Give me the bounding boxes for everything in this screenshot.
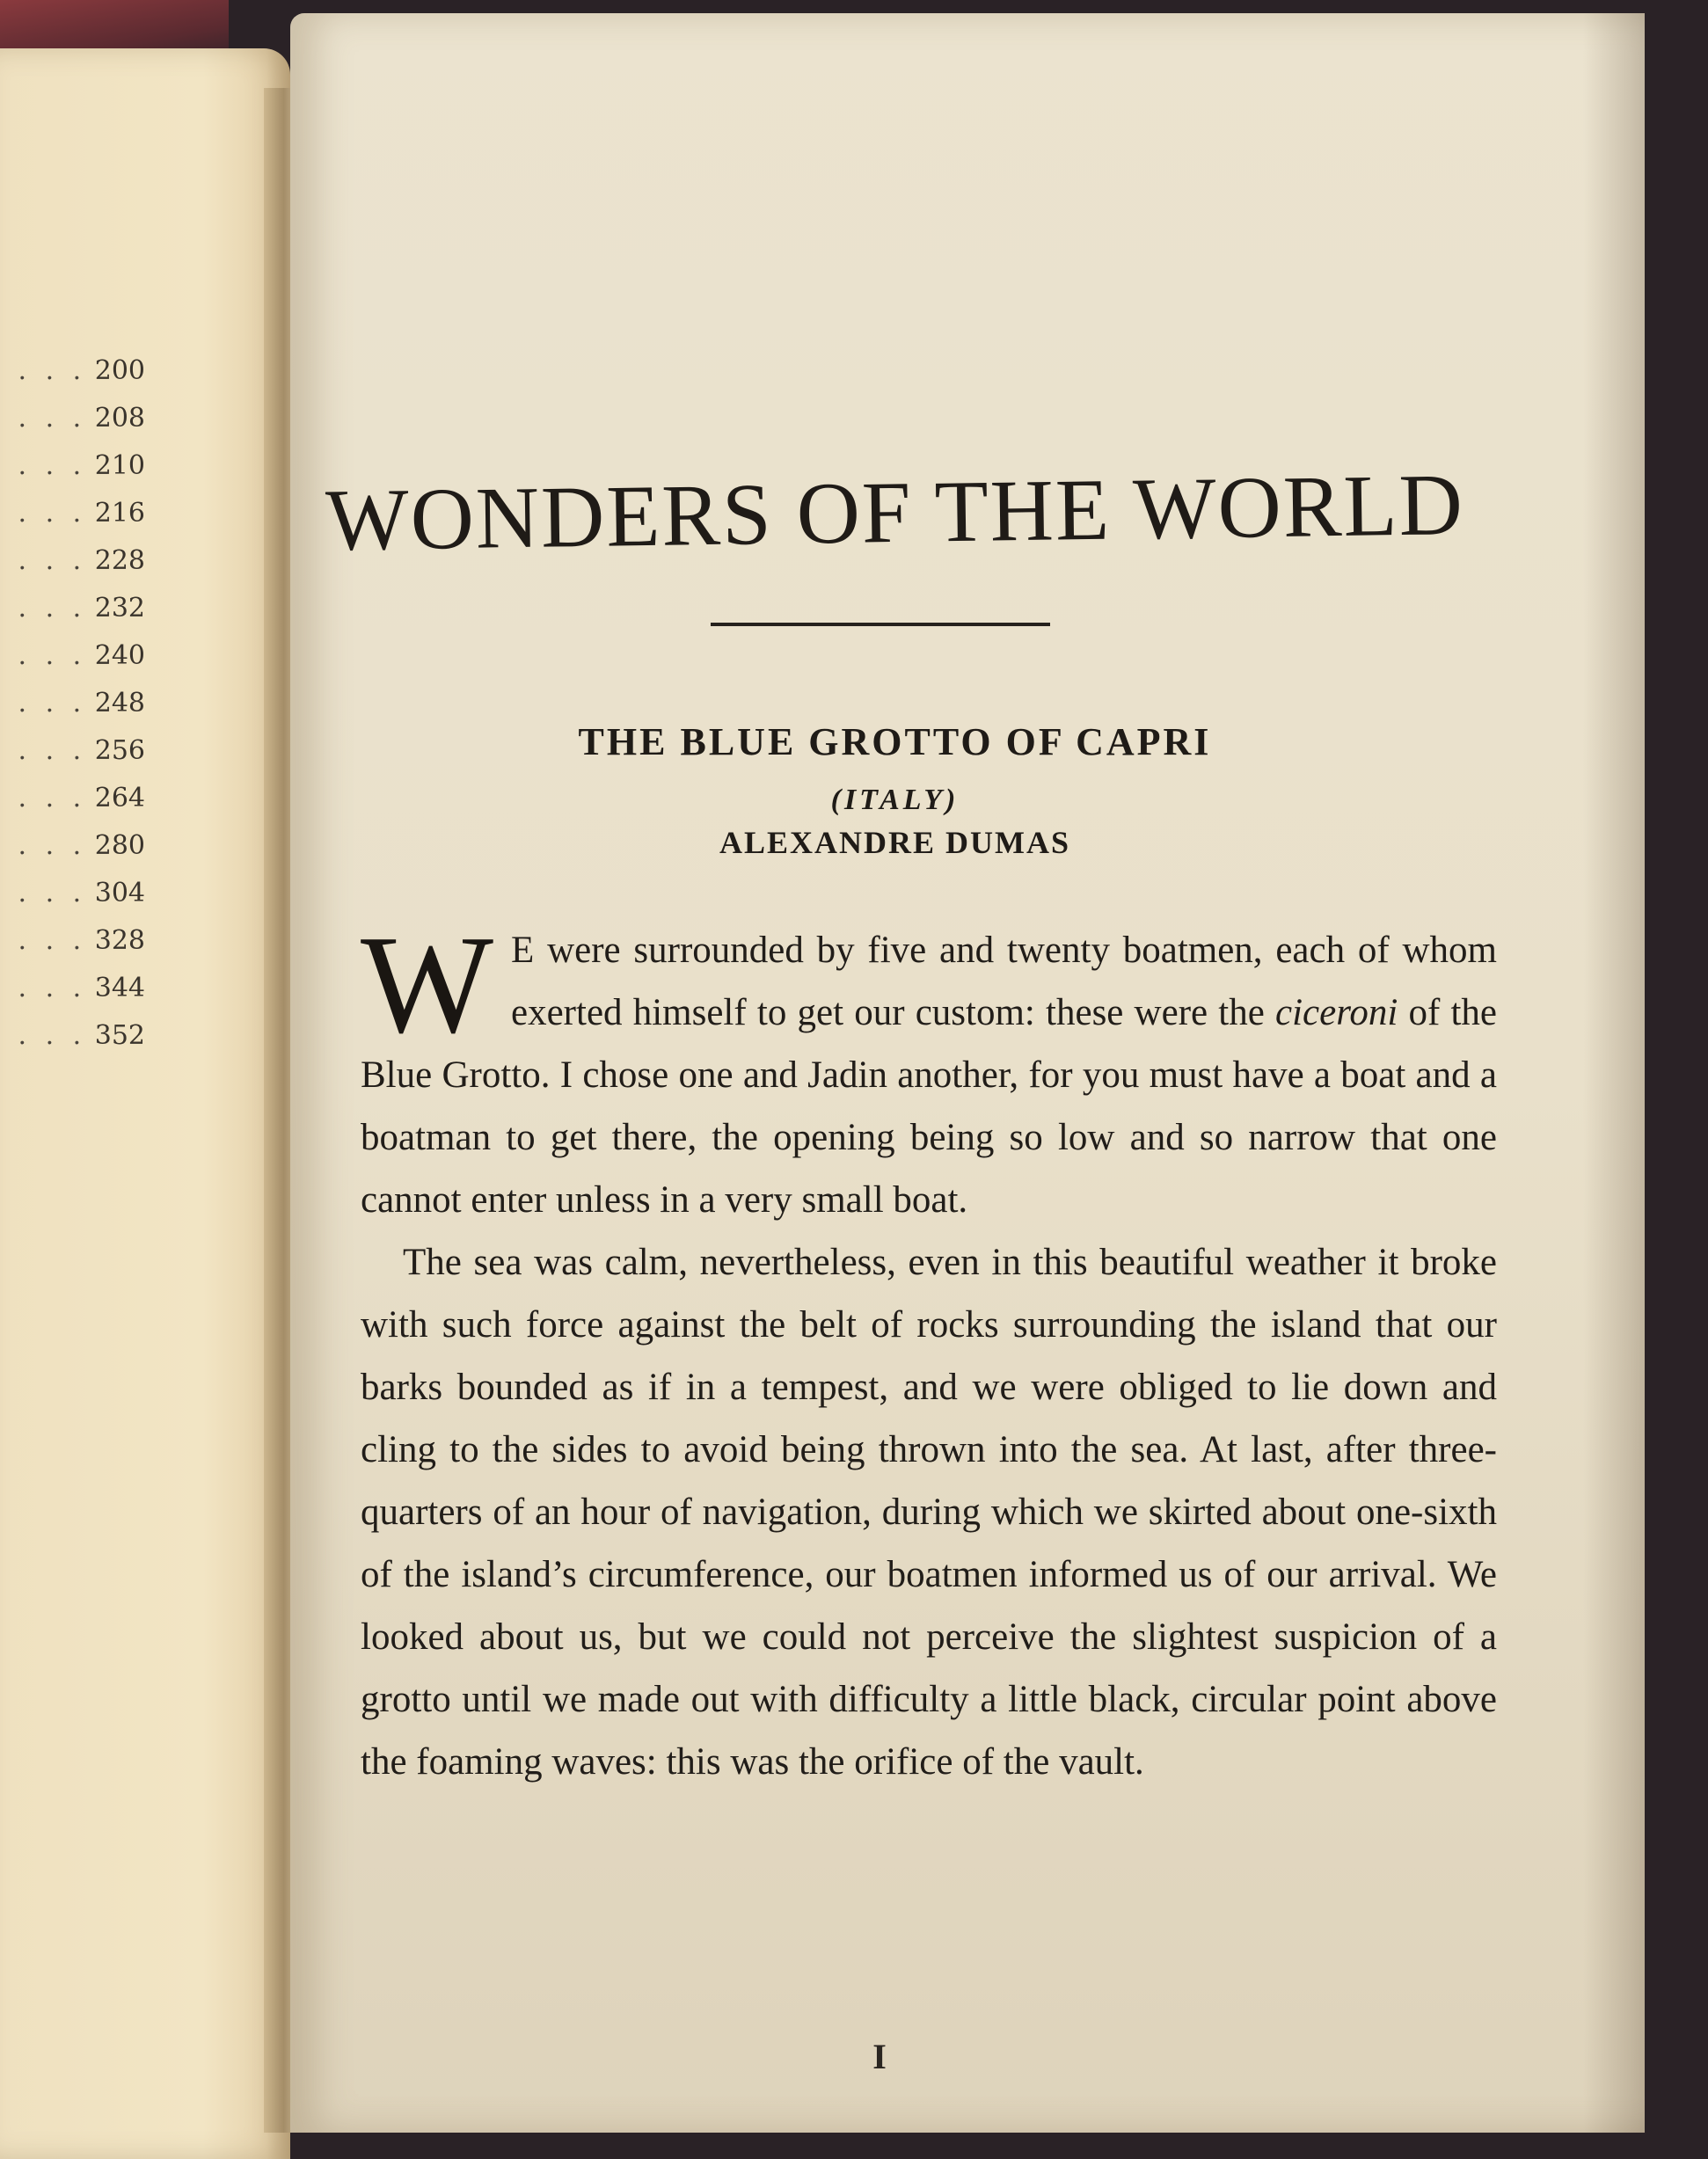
toc-page-number: . . . 232 [18, 593, 145, 624]
chapter-title: THE BLUE GROTTO OF CAPRI [578, 720, 1212, 763]
paragraph-1-text-start: E were surrounded by five and twenty boatmen, each of whom exerted himself to get our custom: these were the [511, 930, 1497, 1033]
right-page [290, 13, 1645, 2133]
left-page [0, 48, 290, 2159]
toc-page-number: . . . 352 [18, 1020, 145, 1051]
toc-page-number: . . . 240 [18, 640, 145, 671]
drop-cap: W [361, 906, 494, 1062]
body-text [361, 906, 1498, 1793]
toc-page-number: . . . 344 [18, 973, 145, 1003]
toc-page-number: . . . 228 [18, 545, 145, 576]
page-number: I [872, 2037, 887, 2076]
paragraph-2: The sea was calm, nevertheless, even in this beautiful weather it broke with such force against the belt of rocks surrounding the island that our barks bounded as if in a tempest, and we were obliged to lie down and cling to the sides to avoid being thrown into the sea. At last, after three-quarters of an hour of navigation, during which we skirted about one-sixth of the island’s circumference, our boatmen informed us of our arrival. We looked about us, but we could not perceive the slightest suspicion of a grotto until we made out with difficulty a little black, circular point above the foaming waves: this was the orifice of the vault. [361, 1242, 1497, 1783]
paragraph-1 [361, 906, 1498, 1231]
toc-page-number-column [0, 347, 145, 1060]
paragraph-1-text-end: of the Blue Grotto. I chose one and Jadin another, for you must have a boat and a boatman to get there, the opening being so low and so narrow that one cannot enter unless in a very small boat. [361, 992, 1498, 1221]
toc-page-number: . . . 208 [18, 403, 145, 434]
italic-word: ciceroni [1275, 992, 1398, 1033]
toc-page-number: . . . 264 [18, 783, 145, 813]
toc-page-number: . . . 280 [18, 830, 145, 861]
book-title: WONDERS OF THE WORLD [325, 455, 1465, 570]
toc-page-number: . . . 328 [18, 925, 145, 956]
toc-page-number: . . . 216 [18, 498, 145, 529]
title-rule [711, 623, 1050, 626]
toc-page-number: . . . 210 [18, 450, 145, 481]
chapter-region: (ITALY) [830, 784, 960, 816]
toc-page-number: . . . 256 [18, 735, 145, 766]
toc-page-number: . . . 248 [18, 688, 145, 718]
chapter-author: ALEXANDRE DUMAS [719, 825, 1071, 860]
toc-page-number: . . . 304 [18, 878, 145, 908]
toc-page-number: . . . 200 [18, 355, 145, 386]
page-edge-shadow [1583, 13, 1645, 2133]
